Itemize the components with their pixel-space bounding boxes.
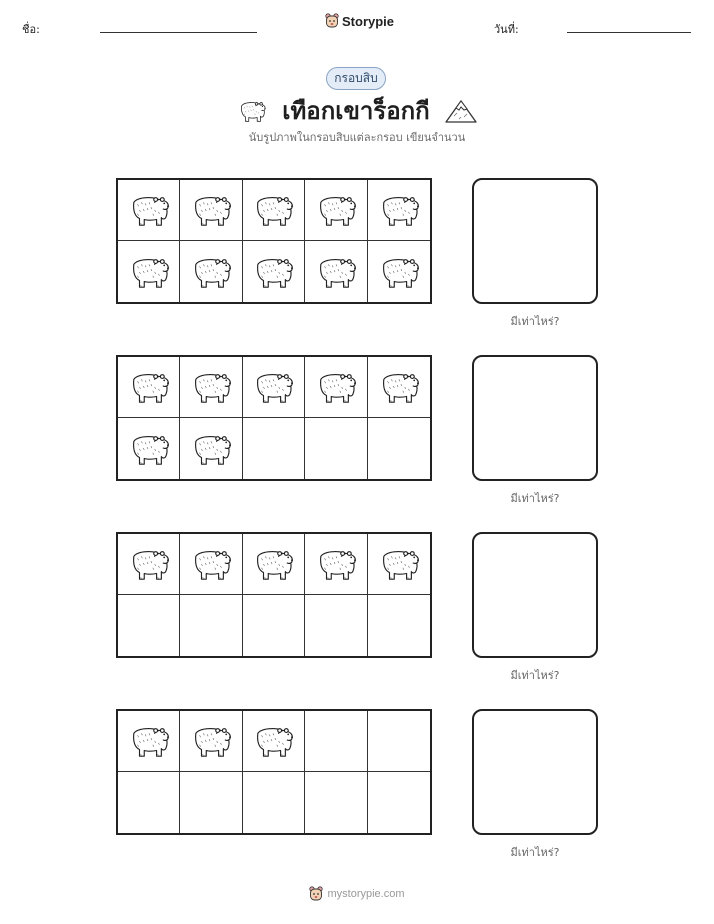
bear-icon — [188, 368, 234, 406]
frame-cell-empty — [305, 418, 367, 479]
frame-cell-filled — [305, 357, 367, 418]
frame-cell-filled — [180, 357, 242, 418]
bear-icon — [126, 722, 172, 760]
frame-cell-filled — [180, 711, 242, 772]
frame-cell-filled — [118, 711, 180, 772]
footer — [0, 886, 714, 902]
topic-tag: กรอบสิบ — [326, 67, 386, 90]
how-many-label: มีเท่าไหร่? — [510, 669, 560, 682]
frame-cell-empty — [243, 418, 305, 479]
bear-icon — [250, 545, 296, 583]
frame-cell-empty — [243, 595, 305, 656]
frame-cell-empty — [305, 711, 367, 772]
answer-box[interactable] — [472, 178, 598, 304]
frame-cell-filled — [368, 357, 430, 418]
title-row — [0, 91, 714, 130]
frame-cell-filled — [180, 418, 242, 479]
how-many-label: มีเท่าไหร่? — [510, 492, 560, 505]
frame-cell-filled — [118, 357, 180, 418]
frame-cell-empty — [368, 418, 430, 479]
frame-cell-filled — [368, 180, 430, 241]
bear-icon — [313, 545, 359, 583]
ten-frame — [116, 532, 432, 658]
answer-box[interactable] — [472, 709, 598, 835]
bear-icon — [188, 191, 234, 229]
bear-icon — [376, 368, 422, 406]
bear-icon — [313, 253, 359, 291]
answer-box[interactable] — [472, 532, 598, 658]
how-many-label: มีเท่าไหร่? — [510, 846, 560, 859]
frame-cell-filled — [180, 180, 242, 241]
frame-cell-empty — [305, 595, 367, 656]
frame-cell-filled — [118, 418, 180, 479]
frame-cell-filled — [118, 241, 180, 302]
frame-cell-filled — [118, 534, 180, 595]
frame-cell-empty — [180, 772, 242, 833]
name-field-line[interactable] — [100, 32, 257, 33]
name-label: ชื่อ: — [22, 23, 40, 36]
frame-cell-empty — [180, 595, 242, 656]
frame-cell-empty — [305, 772, 367, 833]
brand-name: Storypie — [342, 13, 395, 29]
how-many-label: มีเท่าไหร่? — [510, 315, 560, 328]
bear-icon — [126, 368, 172, 406]
frame-cell-filled — [180, 534, 242, 595]
frame-cell-empty — [243, 772, 305, 833]
frame-cell-filled — [243, 534, 305, 595]
ten-frame-section-3 — [0, 532, 714, 702]
bear-icon — [236, 98, 268, 124]
bear-icon — [126, 191, 172, 229]
bear-icon — [376, 191, 422, 229]
ten-frame — [116, 178, 432, 304]
storypie-logo-icon — [325, 13, 339, 29]
ten-frame — [116, 355, 432, 481]
bear-icon — [188, 253, 234, 291]
bear-icon — [126, 545, 172, 583]
bear-icon — [313, 368, 359, 406]
bear-icon — [250, 368, 296, 406]
frame-cell-empty — [368, 595, 430, 656]
bear-icon — [188, 430, 234, 468]
frame-cell-filled — [243, 241, 305, 302]
bear-icon — [376, 545, 422, 583]
date-field-line[interactable] — [567, 32, 691, 33]
frame-cell-filled — [180, 241, 242, 302]
frame-cell-empty — [368, 772, 430, 833]
frame-cell-empty — [368, 711, 430, 772]
frame-cell-filled — [243, 180, 305, 241]
frame-cell-filled — [368, 241, 430, 302]
frame-cell-filled — [305, 180, 367, 241]
frame-cell-empty — [118, 772, 180, 833]
ten-frame — [116, 709, 432, 835]
brand-logo — [325, 13, 394, 29]
page-title: เทือกเขาร็อกกี — [282, 97, 430, 125]
frame-cell-filled — [305, 534, 367, 595]
frame-cell-filled — [243, 357, 305, 418]
date-label: วันที่: — [494, 23, 519, 36]
ten-frame-section-4 — [0, 709, 714, 879]
bear-icon — [250, 253, 296, 291]
bear-icon — [313, 191, 359, 229]
bear-icon — [250, 191, 296, 229]
bear-icon — [126, 430, 172, 468]
mountain-icon — [444, 98, 478, 124]
bear-icon — [250, 722, 296, 760]
bear-icon — [188, 545, 234, 583]
storypie-logo-icon — [309, 886, 323, 902]
frame-cell-filled — [243, 711, 305, 772]
frame-cell-filled — [368, 534, 430, 595]
answer-box[interactable] — [472, 355, 598, 481]
frame-cell-empty — [118, 595, 180, 656]
ten-frame-section-2 — [0, 355, 714, 525]
footer-url: mystorypie.com — [327, 888, 405, 900]
instruction-text: นับรูปภาพในกรอบสิบแต่ละกรอบ เขียนจำนวน — [248, 131, 466, 144]
ten-frame-section-1 — [0, 178, 714, 348]
bear-icon — [376, 253, 422, 291]
frame-cell-filled — [118, 180, 180, 241]
bear-icon — [188, 722, 234, 760]
bear-icon — [126, 253, 172, 291]
frame-cell-filled — [305, 241, 367, 302]
